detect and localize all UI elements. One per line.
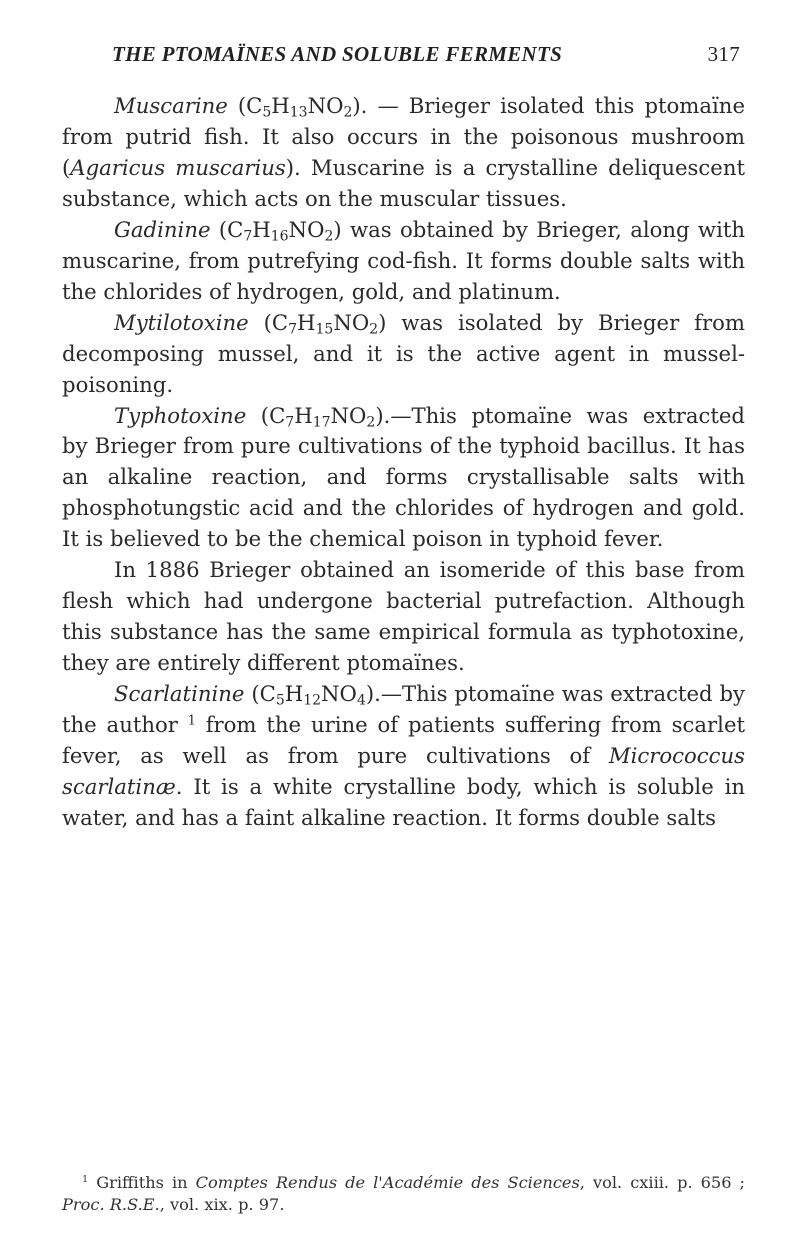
footnote-marker: 1 [82, 1174, 89, 1186]
compound-name: Gadinine [114, 216, 211, 242]
footnote: $^1$ Griffiths in Comptes Rendus de l'Académie des Sciences, vol. cxiii. p. 656 ; Proc. R.S.E., vol. xix. p. 97. [62, 1173, 745, 1214]
paragraph-mytilotoxine: Mytilotoxine $(C_7H_{15}NO_2)$ was isolated by Brieger from decomposing mussel, and it is the active agent in mussel-poisoning. [62, 309, 745, 397]
paragraph-typhotoxine: Typhotoxine $(C_7H_{17}NO_2).—This$ ptomaïne was extracted by Brieger from pure cultivations of the typhoid bacillus. It has an alkaline reaction, and forms crystallisable salts with phosphotungstic acid and the chlorides of hydrogen and gold. It is believed to be the chemical poison in typhoid fever. [62, 402, 745, 552]
paragraph-muscarine: Muscarine $(C_5H_{13}NO_2)$. — Brieger isolated this ptomaïne from putrid fish. It also occurs in the poisonous mushroom (Agaricus muscarius). Muscarine is a crystalline deliquescent substance, which acts on the muscular tissues. [62, 93, 745, 211]
page-number: 317 [707, 42, 740, 66]
paragraph-scarlatinine: Scarlatinine $(C_5H_{12}NO_4).—This$ ptomaïne was extracted by the author $^1$ from the urine of patients suffering from scarlet fever, as well as from pure cultivations of Micrococcus scarlatinæ. It is a white crystalline body, which is soluble in water, and has a faint alkaline reaction. It forms double salts [62, 681, 745, 830]
footnote-reference[interactable]: 1 [187, 712, 196, 728]
running-header [112, 42, 740, 82]
compound-name: Typhotoxine [114, 402, 247, 428]
compound-name: Muscarine [114, 93, 228, 118]
species-name: Agaricus muscarius [70, 154, 286, 180]
compound-name: Scarlatinine [114, 681, 245, 707]
journal-title: Comptes Rendus de l'Académie des Sciences [195, 1173, 580, 1192]
journal-title: Proc. R.S.E. [62, 1195, 160, 1214]
body-text [62, 91, 745, 834]
running-title: THE PTOMAÏNES AND SOLUBLE FERMENTS [112, 42, 563, 66]
paragraph-isomeride: In 1886 Brieger obtained an isomeride of this base from flesh which had undergone bacterial putrefaction. Although this substance has the same empirical formula as typhotoxine, they are entirely different ptomaïnes. [62, 557, 745, 676]
compound-name: Mytilotoxine [114, 309, 249, 335]
paragraph-gadinine: Gadinine $(C_7H_{16}NO_2)$ was obtained by Brieger, along with muscarine, from putrefying cod-fish. It forms double salts with the chlorides of hydrogen, gold, and platinum. [62, 216, 746, 304]
species-name: Micrococcus scarlatinæ [62, 743, 745, 799]
